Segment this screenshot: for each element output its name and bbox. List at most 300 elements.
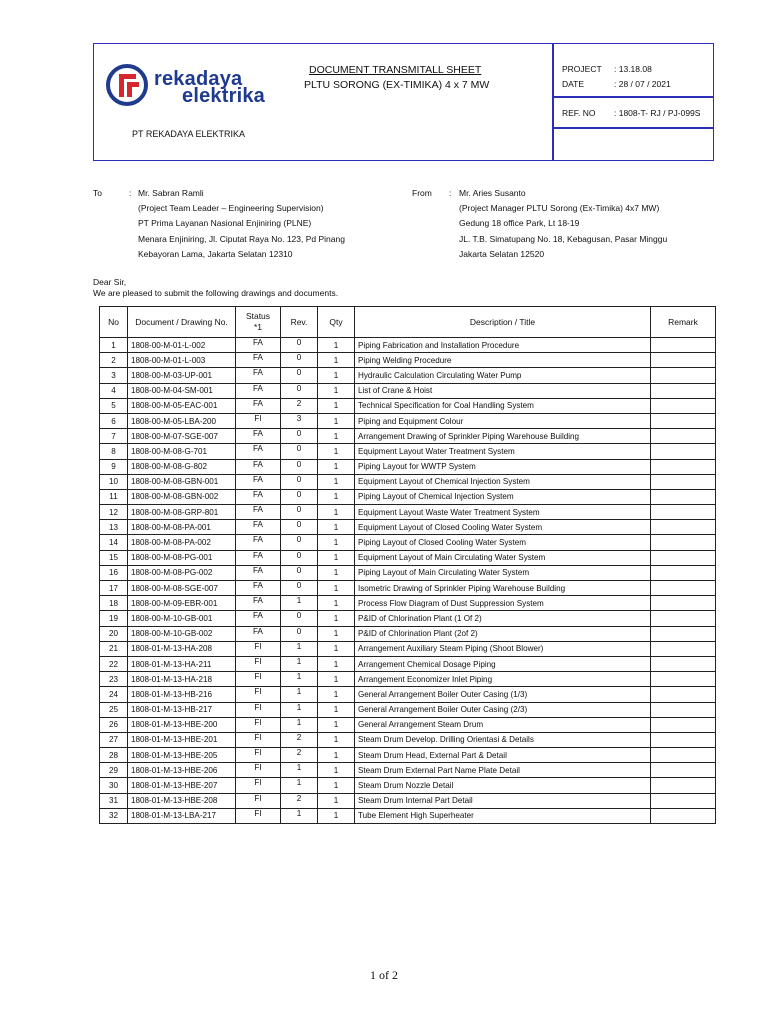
greeting-body: We are pleased to submit the following drawings and documents.	[93, 288, 339, 298]
status-cell: FA	[236, 596, 281, 611]
to-line: PT Prima Layanan Nasional Enjiniring (PLNE)	[138, 218, 312, 229]
table-row	[100, 763, 716, 778]
table-row	[100, 383, 716, 398]
status-cell: FA	[236, 581, 281, 596]
row-number: 3	[100, 368, 128, 383]
revision-cell: 0	[281, 489, 318, 504]
remark-cell	[651, 413, 716, 428]
description-cell: Isometric Drawing of Sprinkler Piping Warehouse Building	[355, 581, 651, 596]
quantity-cell: 1	[318, 611, 355, 626]
remark-cell	[651, 611, 716, 626]
remark-cell	[651, 474, 716, 489]
status-cell: FA	[236, 368, 281, 383]
from-line: Mr. Aries Susanto	[459, 188, 526, 198]
revision-cell: 0	[281, 611, 318, 626]
description-cell: General Arrangement Steam Drum	[355, 717, 651, 732]
document-subtitle: PLTU SORONG (EX-TIMIKA) 4 x 7 MW	[304, 79, 490, 91]
greeting	[93, 277, 338, 299]
remark-cell	[651, 656, 716, 671]
from-line: Jakarta Selatan 12520	[459, 248, 545, 259]
description-cell: Piping Layout of Main Circulating Water System	[355, 565, 651, 580]
company-name: PT REKADAYA ELEKTRIKA	[132, 129, 246, 139]
quantity-cell: 1	[318, 732, 355, 747]
description-cell: List of Crane & Hoist	[355, 383, 651, 398]
table-row	[100, 535, 716, 550]
table-row	[100, 748, 716, 763]
table-row	[100, 550, 716, 565]
remark-cell	[651, 353, 716, 368]
document-number: 1808-00-M-01-L-003	[128, 353, 236, 368]
document-number: 1808-00-M-05-EAC-001	[128, 398, 236, 413]
description-cell: Steam Drum Head, External Part & Detail	[355, 748, 651, 763]
remark-cell	[651, 626, 716, 641]
row-number: 15	[100, 550, 128, 565]
header-box	[93, 43, 714, 161]
document-number: 1808-01-M-13-HA-218	[128, 672, 236, 687]
col-header-rev: Rev.	[281, 307, 318, 338]
document-number: 1808-00-M-05-LBA-200	[128, 413, 236, 428]
status-cell: FA	[236, 383, 281, 398]
status-cell: FI	[236, 763, 281, 778]
status-cell: FA	[236, 429, 281, 444]
document-number: 1808-00-M-08-G-701	[128, 444, 236, 459]
revision-cell: 1	[281, 687, 318, 702]
status-cell: FI	[236, 672, 281, 687]
from-address-block	[412, 186, 712, 266]
quantity-cell: 1	[318, 596, 355, 611]
description-cell: P&ID of Chlorination Plant (1 Of 2)	[355, 611, 651, 626]
row-number: 23	[100, 672, 128, 687]
document-number: 1808-00-M-03-UP-001	[128, 368, 236, 383]
revision-cell: 2	[281, 748, 318, 763]
remark-cell	[651, 520, 716, 535]
quantity-cell: 1	[318, 429, 355, 444]
row-number: 32	[100, 808, 128, 823]
table-row	[100, 581, 716, 596]
description-cell: Process Flow Diagram of Dust Suppression System	[355, 596, 651, 611]
quantity-cell: 1	[318, 626, 355, 641]
document-number: 1808-00-M-08-PG-001	[128, 550, 236, 565]
quantity-cell: 1	[318, 808, 355, 823]
status-cell: FI	[236, 687, 281, 702]
description-cell: General Arrangement Boiler Outer Casing (1/3)	[355, 687, 651, 702]
description-cell: Equipment Layout of Chemical Injection System	[355, 474, 651, 489]
document-number: 1808-00-M-08-GBN-002	[128, 489, 236, 504]
table-row	[100, 656, 716, 671]
table-row	[100, 778, 716, 793]
remark-cell	[651, 429, 716, 444]
table-row	[100, 596, 716, 611]
status-cell: FI	[236, 641, 281, 656]
table-row	[100, 489, 716, 504]
revision-cell: 0	[281, 383, 318, 398]
row-number: 5	[100, 398, 128, 413]
description-cell: Equipment Layout Waste Water Treatment System	[355, 505, 651, 520]
table-row	[100, 717, 716, 732]
table-row	[100, 672, 716, 687]
col-header-remark: Remark	[651, 307, 716, 338]
document-title: DOCUMENT TRANSMITALL SHEET	[309, 64, 482, 76]
project-value: : 13.18.08	[614, 64, 652, 74]
row-number: 13	[100, 520, 128, 535]
rekadaya-logo-icon	[106, 64, 148, 106]
project-label: PROJECT	[562, 64, 602, 74]
remark-cell	[651, 535, 716, 550]
remark-cell	[651, 505, 716, 520]
description-cell: Piping Fabrication and Installation Procedure	[355, 338, 651, 353]
document-number: 1808-01-M-13-HBE-206	[128, 763, 236, 778]
remark-cell	[651, 338, 716, 353]
quantity-cell: 1	[318, 489, 355, 504]
document-number: 1808-01-M-13-HBE-207	[128, 778, 236, 793]
description-cell: Arrangement Auxiliary Steam Piping (Shoot Blower)	[355, 641, 651, 656]
status-cell: FA	[236, 550, 281, 565]
status-cell: FA	[236, 535, 281, 550]
row-number: 22	[100, 656, 128, 671]
document-number: 1808-00-M-08-PA-001	[128, 520, 236, 535]
revision-cell: 1	[281, 596, 318, 611]
company-logo	[106, 64, 286, 110]
table-row	[100, 429, 716, 444]
revision-cell: 0	[281, 429, 318, 444]
row-number: 4	[100, 383, 128, 398]
table-row	[100, 398, 716, 413]
revision-cell: 3	[281, 413, 318, 428]
quantity-cell: 1	[318, 520, 355, 535]
description-cell: Arrangement Economizer Inlet Piping	[355, 672, 651, 687]
ref-label: REF. NO	[562, 108, 596, 118]
document-number: 1808-00-M-01-L-002	[128, 338, 236, 353]
table-row	[100, 808, 716, 823]
ref-value: : 1808-T- RJ / PJ-099S	[614, 108, 701, 118]
row-number: 9	[100, 459, 128, 474]
quantity-cell: 1	[318, 641, 355, 656]
row-number: 6	[100, 413, 128, 428]
description-cell: General Arrangement Boiler Outer Casing (2/3)	[355, 702, 651, 717]
status-cell: FA	[236, 611, 281, 626]
revision-cell: 0	[281, 505, 318, 520]
status-cell: FA	[236, 444, 281, 459]
table-row	[100, 702, 716, 717]
status-cell: FI	[236, 702, 281, 717]
description-cell: Piping and Equipment Colour	[355, 413, 651, 428]
quantity-cell: 1	[318, 763, 355, 778]
status-header-line1: Status	[245, 311, 271, 321]
row-number: 11	[100, 489, 128, 504]
remark-cell	[651, 459, 716, 474]
quantity-cell: 1	[318, 581, 355, 596]
quantity-cell: 1	[318, 717, 355, 732]
revision-cell: 1	[281, 702, 318, 717]
revision-cell: 0	[281, 444, 318, 459]
remark-cell	[651, 793, 716, 808]
status-header-line2: *1	[253, 322, 263, 332]
description-cell: Steam Drum Internal Part Detail	[355, 793, 651, 808]
revision-cell: 0	[281, 520, 318, 535]
row-number: 14	[100, 535, 128, 550]
table-row	[100, 641, 716, 656]
row-number: 10	[100, 474, 128, 489]
quantity-cell: 1	[318, 550, 355, 565]
quantity-cell: 1	[318, 353, 355, 368]
revision-cell: 0	[281, 581, 318, 596]
table-row	[100, 459, 716, 474]
row-number: 25	[100, 702, 128, 717]
description-cell: Equipment Layout of Closed Cooling Water System	[355, 520, 651, 535]
table-row	[100, 611, 716, 626]
remark-cell	[651, 581, 716, 596]
from-line: JL. T.B. Simatupang No. 18, Kebagusan, Pasar Minggu	[459, 233, 668, 244]
logo-text-line1: rekadaya	[154, 68, 243, 90]
remark-cell	[651, 596, 716, 611]
col-header-no: No	[100, 307, 128, 338]
document-number: 1808-01-M-13-HBE-200	[128, 717, 236, 732]
description-cell: Piping Layout of Chemical Injection System	[355, 489, 651, 504]
revision-cell: 0	[281, 626, 318, 641]
document-number: 1808-00-M-10-GB-002	[128, 626, 236, 641]
revision-cell: 1	[281, 641, 318, 656]
row-number: 24	[100, 687, 128, 702]
status-cell: FI	[236, 717, 281, 732]
date-label: DATE	[562, 79, 585, 89]
document-number: 1808-01-M-13-HBE-208	[128, 793, 236, 808]
revision-cell: 0	[281, 565, 318, 580]
description-cell: Steam Drum Develop. Drilling Orientasi & Details	[355, 732, 651, 747]
table-row	[100, 474, 716, 489]
revision-cell: 0	[281, 459, 318, 474]
document-number: 1808-01-M-13-HA-211	[128, 656, 236, 671]
quantity-cell: 1	[318, 778, 355, 793]
from-line: (Project Manager PLTU Sorong (Ex-Timika) 4x7 MW)	[459, 203, 660, 214]
table-row	[100, 353, 716, 368]
document-number: 1808-00-M-08-GRP-801	[128, 505, 236, 520]
table-row	[100, 793, 716, 808]
row-number: 8	[100, 444, 128, 459]
document-number: 1808-00-M-08-PG-002	[128, 565, 236, 580]
quantity-cell: 1	[318, 459, 355, 474]
table-row	[100, 687, 716, 702]
status-cell: FA	[236, 489, 281, 504]
row-number: 1	[100, 338, 128, 353]
to-line: Mr. Sabran Ramli	[138, 188, 204, 198]
header-divider	[552, 44, 554, 160]
remark-cell	[651, 748, 716, 763]
table-row	[100, 413, 716, 428]
revision-cell: 2	[281, 398, 318, 413]
remark-cell	[651, 565, 716, 580]
row-number: 30	[100, 778, 128, 793]
row-number: 7	[100, 429, 128, 444]
revision-cell: 1	[281, 656, 318, 671]
document-number: 1808-00-M-07-SGE-007	[128, 429, 236, 444]
remark-cell	[651, 717, 716, 732]
document-number: 1808-01-M-13-HB-216	[128, 687, 236, 702]
description-cell: Piping Layout for WWTP System	[355, 459, 651, 474]
from-line: Gedung 18 office Park, Lt 18-19	[459, 218, 580, 229]
row-number: 2	[100, 353, 128, 368]
document-number: 1808-00-M-08-SGE-007	[128, 581, 236, 596]
remark-cell	[651, 732, 716, 747]
revision-cell: 1	[281, 763, 318, 778]
from-label: From	[412, 188, 432, 198]
revision-cell: 0	[281, 368, 318, 383]
col-header-status	[236, 307, 281, 338]
revision-cell: 0	[281, 338, 318, 353]
document-number: 1808-01-M-13-HBE-201	[128, 732, 236, 747]
row-number: 16	[100, 565, 128, 580]
revision-cell: 0	[281, 535, 318, 550]
status-cell: FI	[236, 413, 281, 428]
status-cell: FA	[236, 398, 281, 413]
revision-cell: 1	[281, 808, 318, 823]
remark-cell	[651, 368, 716, 383]
quantity-cell: 1	[318, 672, 355, 687]
document-number: 1808-01-M-13-HA-208	[128, 641, 236, 656]
description-cell: Technical Specification for Coal Handling System	[355, 398, 651, 413]
table-body	[100, 338, 716, 824]
revision-cell: 0	[281, 550, 318, 565]
revision-cell: 2	[281, 793, 318, 808]
quantity-cell: 1	[318, 702, 355, 717]
to-colon: :	[129, 188, 132, 198]
documents-table	[99, 306, 716, 824]
to-address-block	[93, 186, 393, 266]
quantity-cell: 1	[318, 748, 355, 763]
table-row	[100, 626, 716, 641]
description-cell: Equipment Layout of Main Circulating Water System	[355, 550, 651, 565]
status-cell: FI	[236, 793, 281, 808]
quantity-cell: 1	[318, 793, 355, 808]
document-number: 1808-00-M-09-EBR-001	[128, 596, 236, 611]
remark-cell	[651, 550, 716, 565]
document-number: 1808-01-M-13-HBE-205	[128, 748, 236, 763]
row-number: 19	[100, 611, 128, 626]
row-number: 17	[100, 581, 128, 596]
table-row	[100, 505, 716, 520]
row-number: 26	[100, 717, 128, 732]
remark-cell	[651, 808, 716, 823]
document-number: 1808-00-M-08-GBN-001	[128, 474, 236, 489]
remark-cell	[651, 383, 716, 398]
status-cell: FA	[236, 474, 281, 489]
remark-cell	[651, 398, 716, 413]
description-cell: Piping Welding Procedure	[355, 353, 651, 368]
quantity-cell: 1	[318, 338, 355, 353]
status-cell: FA	[236, 459, 281, 474]
revision-cell: 1	[281, 717, 318, 732]
table-row	[100, 565, 716, 580]
description-cell: Piping Layout of Closed Cooling Water System	[355, 535, 651, 550]
row-number: 27	[100, 732, 128, 747]
from-lines	[459, 186, 667, 262]
table-header-row	[100, 307, 716, 338]
to-line: Menara Enjiniring, Jl. Ciputat Raya No. 123, Pd Pinang	[138, 233, 345, 244]
row-number: 12	[100, 505, 128, 520]
header-divider	[552, 96, 714, 98]
description-cell: Tube Element High Superheater	[355, 808, 651, 823]
status-cell: FA	[236, 353, 281, 368]
row-number: 18	[100, 596, 128, 611]
status-cell: FI	[236, 748, 281, 763]
status-cell: FA	[236, 565, 281, 580]
description-cell: Hydraulic Calculation Circulating Water Pump	[355, 368, 651, 383]
remark-cell	[651, 672, 716, 687]
quantity-cell: 1	[318, 565, 355, 580]
description-cell: Steam Drum Nozzle Detail	[355, 778, 651, 793]
to-line: Kebayoran Lama, Jakarta Selatan 12310	[138, 248, 293, 259]
col-header-qty: Qty	[318, 307, 355, 338]
row-number: 31	[100, 793, 128, 808]
document-number: 1808-01-M-13-HB-217	[128, 702, 236, 717]
description-cell: Equipment Layout Water Treatment System	[355, 444, 651, 459]
status-cell: FA	[236, 338, 281, 353]
from-colon: :	[449, 188, 452, 198]
remark-cell	[651, 702, 716, 717]
quantity-cell: 1	[318, 413, 355, 428]
to-line: (Project Team Leader – Engineering Supervision)	[138, 203, 324, 214]
greeting-salutation: Dear Sir,	[93, 277, 127, 287]
table-row	[100, 368, 716, 383]
col-header-doc: Document / Drawing No.	[128, 307, 236, 338]
status-cell: FA	[236, 626, 281, 641]
description-cell: Arrangement Chemical Dosage Piping	[355, 656, 651, 671]
remark-cell	[651, 489, 716, 504]
quantity-cell: 1	[318, 474, 355, 489]
quantity-cell: 1	[318, 535, 355, 550]
quantity-cell: 1	[318, 656, 355, 671]
remark-cell	[651, 444, 716, 459]
remark-cell	[651, 778, 716, 793]
status-cell: FA	[236, 520, 281, 535]
status-cell: FI	[236, 778, 281, 793]
table-row	[100, 444, 716, 459]
quantity-cell: 1	[318, 505, 355, 520]
quantity-cell: 1	[318, 383, 355, 398]
document-number: 1808-00-M-08-PA-002	[128, 535, 236, 550]
revision-cell: 1	[281, 778, 318, 793]
table-row	[100, 520, 716, 535]
row-number: 21	[100, 641, 128, 656]
logo-text-line2: elektrika	[182, 85, 265, 107]
row-number: 29	[100, 763, 128, 778]
description-cell: P&ID of Chlorination Plant (2of 2)	[355, 626, 651, 641]
status-cell: FI	[236, 656, 281, 671]
revision-cell: 0	[281, 353, 318, 368]
status-cell: FA	[236, 505, 281, 520]
to-lines	[138, 186, 345, 262]
remark-cell	[651, 641, 716, 656]
col-header-desc: Description / Title	[355, 307, 651, 338]
row-number: 28	[100, 748, 128, 763]
quantity-cell: 1	[318, 687, 355, 702]
quantity-cell: 1	[318, 368, 355, 383]
revision-cell: 2	[281, 732, 318, 747]
to-label: To	[93, 188, 102, 198]
status-cell: FI	[236, 732, 281, 747]
description-cell: Steam Drum External Part Name Plate Detail	[355, 763, 651, 778]
quantity-cell: 1	[318, 444, 355, 459]
document-number: 1808-00-M-10-GB-001	[128, 611, 236, 626]
status-cell: FI	[236, 808, 281, 823]
quantity-cell: 1	[318, 398, 355, 413]
document-number: 1808-00-M-04-SM-001	[128, 383, 236, 398]
description-cell: Arrangement Drawing of Sprinkler Piping Warehouse Building	[355, 429, 651, 444]
page-number: 1 of 2	[370, 968, 398, 982]
document-number: 1808-01-M-13-LBA-217	[128, 808, 236, 823]
header-divider	[552, 127, 714, 129]
table-row	[100, 338, 716, 353]
date-value: : 28 / 07 / 2021	[614, 79, 671, 89]
